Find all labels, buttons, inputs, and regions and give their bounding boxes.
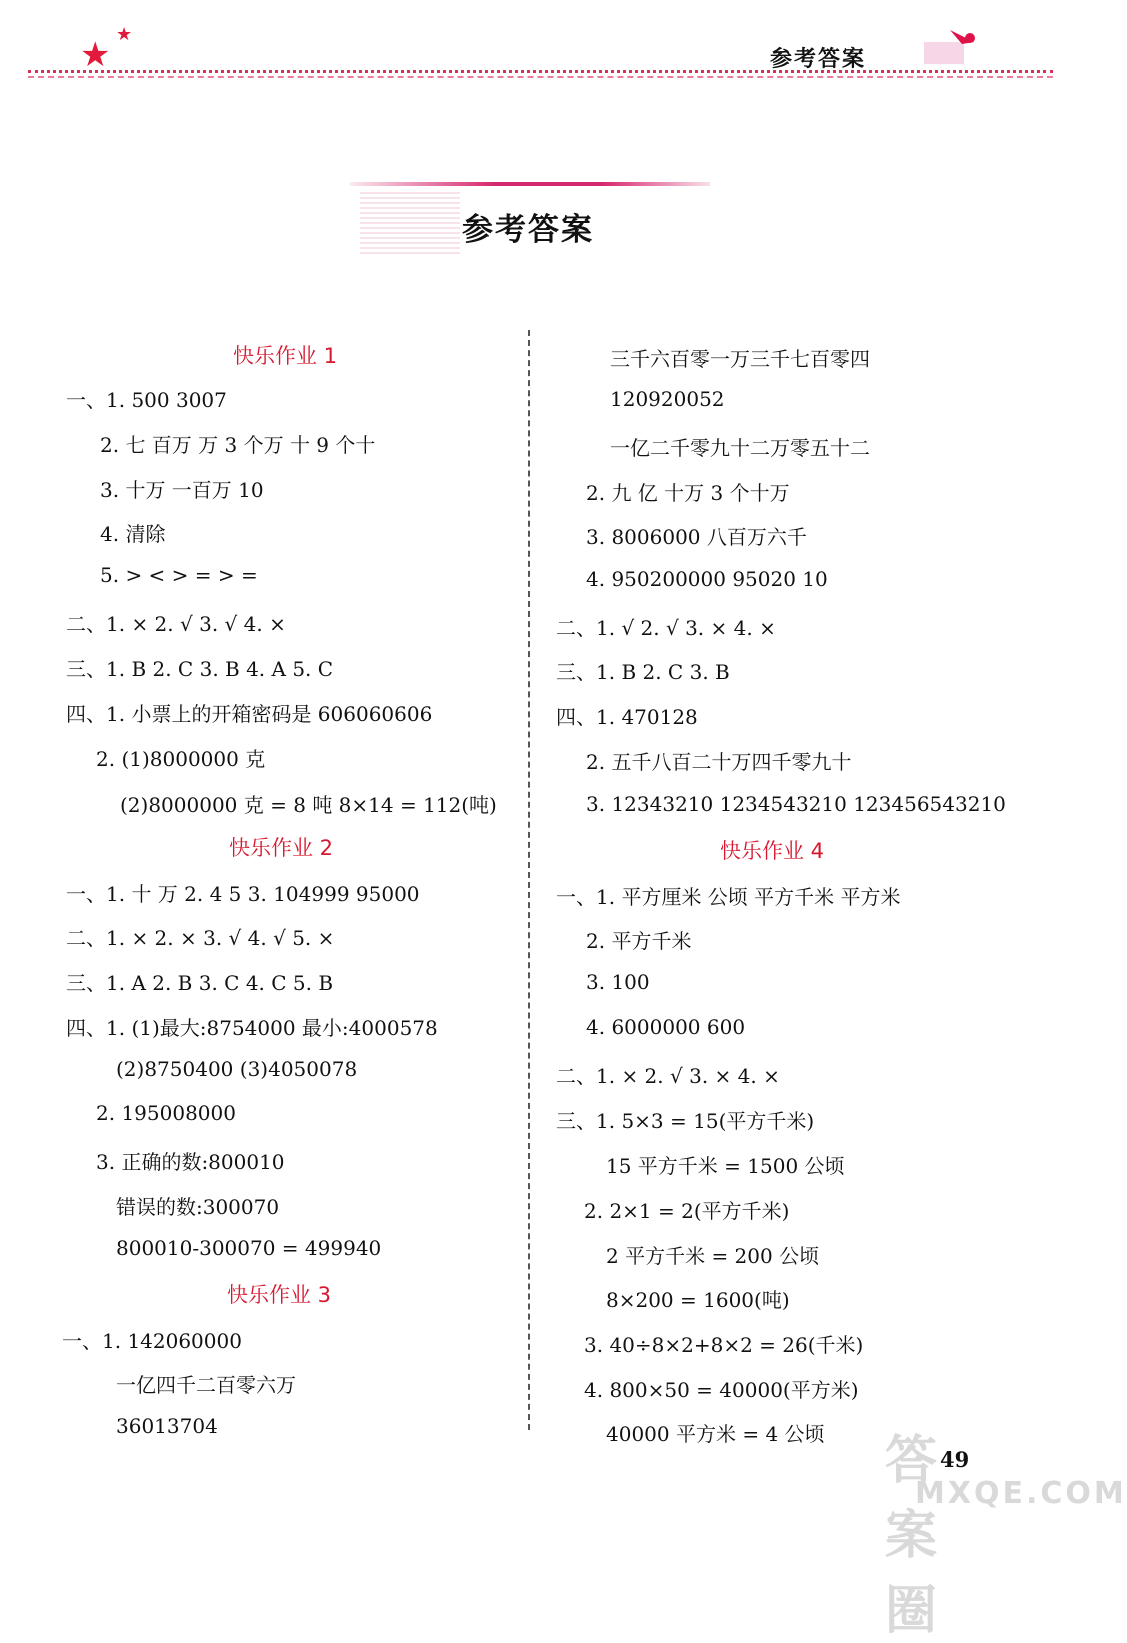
answer-line: 3. 100: [586, 970, 650, 994]
answer-line: 2. 2×1 = 2(平方千米): [584, 1199, 790, 1223]
answer-line: 错误的数:300070: [116, 1195, 280, 1219]
answer-line: 一亿二千零九十二万零五十二: [610, 436, 870, 460]
answer-line: 40000 平方米 = 4 公顷: [606, 1422, 825, 1446]
answer-line: 四、1. (1)最大:8754000 最小:4000578: [66, 1016, 438, 1040]
star-icon-small: ★: [116, 24, 133, 45]
answer-line: 二、1. √ 2. √ 3. × 4. ×: [556, 616, 776, 640]
answer-line: 三、1. B 2. C 3. B: [556, 660, 730, 684]
answer-line: 3. 8006000 八百万六千: [586, 525, 807, 549]
answer-line: 一、1. 500 3007: [66, 388, 227, 412]
answer-line: 四、1. 小票上的开箱密码是 606060606: [66, 702, 433, 726]
decoration-icon: [910, 20, 990, 68]
answer-line: 2. 七 百万 万 3 个万 十 9 个十: [100, 433, 376, 457]
answer-line: 一、1. 十 万 2. 4 5 3. 104999 95000: [66, 882, 420, 906]
watermark-top: 答案圈: [885, 1431, 940, 1641]
answer-line: 3. 40÷8×2+8×2 = 26(千米): [584, 1333, 864, 1357]
section-heading: 快乐作业 2: [229, 836, 334, 860]
answer-line: 8×200 = 1600(吨): [606, 1288, 790, 1312]
title-banner: [340, 180, 720, 270]
column-divider: [528, 330, 530, 1430]
section-heading: 快乐作业 4: [720, 839, 825, 863]
answer-line: 36013704: [116, 1414, 218, 1438]
answer-line: 2. 九 亿 十万 3 个十万: [586, 481, 790, 505]
answer-line: 120920052: [610, 387, 725, 411]
answer-line: 15 平方千米 = 1500 公顷: [606, 1154, 845, 1178]
answer-line: 2. 平方千米: [586, 929, 692, 953]
star-icon-large: ★: [80, 35, 111, 75]
answer-line: 2. 五千八百二十万四千零九十: [586, 750, 852, 774]
answer-line: 2. 195008000: [96, 1101, 236, 1125]
answer-line: 三、1. B 2. C 3. B 4. A 5. C: [66, 657, 334, 681]
watermark-bottom: MXQE.COM: [915, 1476, 1127, 1511]
answer-line: 2. (1)8000000 克: [96, 747, 266, 771]
answer-line: 4. 清除: [100, 522, 166, 546]
page-number: 49: [940, 1447, 970, 1472]
page-header: [0, 0, 1068, 90]
answer-line: 三千六百零一万三千七百零四: [610, 347, 870, 371]
title-decoration: [360, 192, 460, 254]
answer-line: 一、1. 平方厘米 公顷 平方千米 平方米: [556, 885, 901, 909]
section-heading: 快乐作业 3: [227, 1283, 332, 1307]
answer-line: 4. 950200000 95020 10: [586, 567, 828, 591]
answer-line: 3. 十万 一百万 10: [100, 478, 264, 502]
answer-line: 二、1. × 2. √ 3. × 4. ×: [556, 1064, 780, 1088]
header-label: 参考答案: [770, 47, 867, 72]
answer-line: 四、1. 470128: [556, 705, 698, 729]
header-rule-secondary: [28, 76, 1053, 78]
answer-line: 4. 800×50 = 40000(平方米): [584, 1378, 859, 1402]
answer-line: 2 平方千米 = 200 公顷: [606, 1244, 820, 1268]
answer-line: (2)8750400 (3)4050078: [116, 1057, 358, 1081]
answer-line: 二、1. × 2. × 3. √ 4. √ 5. ×: [66, 926, 335, 950]
page-title: 参考答案: [462, 212, 594, 248]
title-rule: [350, 182, 710, 186]
answer-line: 3. 12343210 1234543210 123456543210: [586, 792, 1006, 816]
section-heading: 快乐作业 1: [233, 344, 338, 368]
header-rule: [28, 70, 1053, 73]
answer-line: 三、1. 5×3 = 15(平方千米): [556, 1109, 815, 1133]
answer-line: 三、1. A 2. B 3. C 4. C 5. B: [66, 971, 334, 995]
answer-line: 一亿四千二百零六万: [116, 1373, 296, 1397]
answer-line: (2)8000000 克 = 8 吨 8×14 = 112(吨): [120, 793, 497, 817]
answer-line: 二、1. × 2. √ 3. √ 4. ×: [66, 612, 286, 636]
answer-line: 800010-300070 = 499940: [116, 1236, 382, 1260]
answer-line: 4. 6000000 600: [586, 1015, 746, 1039]
answer-line: 5. > < > = > =: [100, 563, 258, 587]
answer-line: 3. 正确的数:800010: [96, 1150, 285, 1174]
answer-line: 一、1. 142060000: [62, 1329, 242, 1353]
